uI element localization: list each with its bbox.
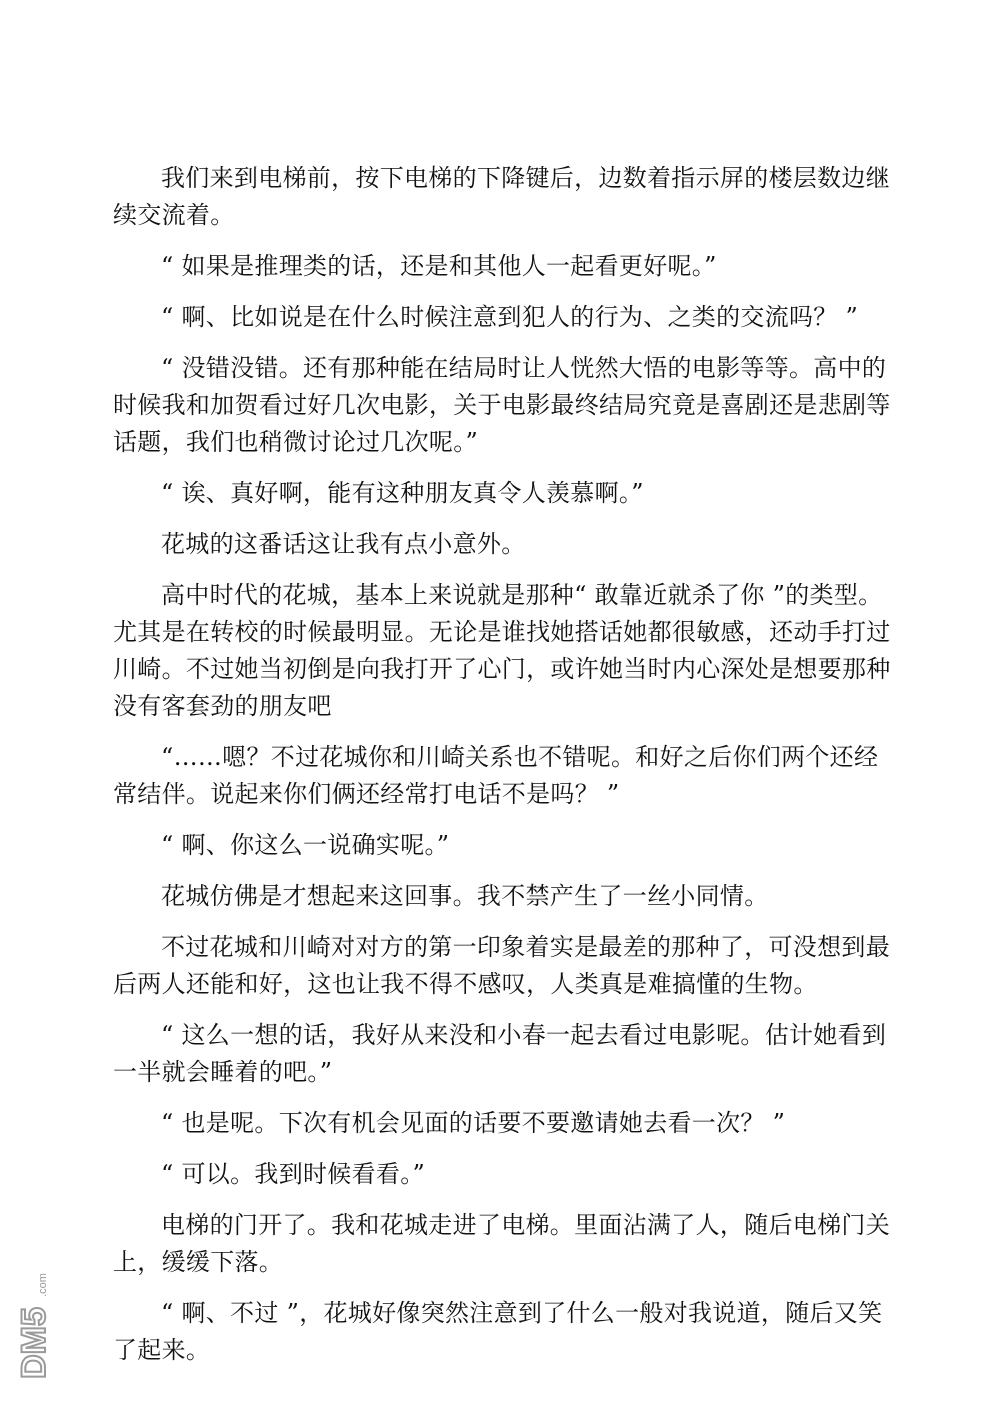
paragraph: 花城的这番话这让我有点小意外。 [161,530,526,558]
paragraph: “……嗯？不过花城你和川崎关系也不错呢。和好之后你们两个还经常结伴。说起来你们俩还经常打电话不是吗？ ” [113,743,879,808]
paragraph: “ 这么一想的话，我好从来没和小春一起去看过电影呢。估计她看到一半就会睡着的吧。” [113,1021,887,1086]
paragraph: 我们来到电梯前，按下电梯的下降键后，边数着指示屏的楼层数边继续交流着。 [113,164,890,229]
paragraph: “ 啊、比如说是在什么时候注意到犯人的行为、之类的交流吗？ ” [161,303,859,331]
svg-text:DM5: DM5 [14,1307,53,1379]
body-text [113,160,893,1383]
paragraph: “ 啊、不过 ”，花城好像突然注意到了什么一般对我说道，随后又笑了起来。 [113,1299,883,1364]
paragraph: “ 诶、真好啊，能有这种朋友真令人羡慕啊。” [161,479,644,507]
paragraph: 花城仿佛是才想起来这回事。我不禁产生了一丝小同情。 [161,882,769,910]
svg-text:.com: .com [37,1273,49,1297]
paragraph: 不过花城和川崎对对方的第一印象着实是最差的那种了，可没想到最后两人还能和好，这也让我不得不感叹，人类真是难搞懂的生物。 [113,933,890,998]
paragraph: “ 也是呢。下次有机会见面的话要不要邀请她去看一次？ ” [161,1109,786,1137]
dm5-logo-icon [14,1268,58,1418]
paragraph: “ 啊、你这么一说确实呢。” [161,831,450,859]
paragraph: “ 如果是推理类的话，还是和其他人一起看更好呢。” [161,252,717,280]
paragraph: “ 没错没错。还有那种能在结局时让人恍然大悟的电影等等。高中的时候我和加贺看过好几次电影，关于电影最终结局究竟是喜剧还是悲剧等话题，我们也稍微讨论过几次呢。” [113,354,891,456]
paragraph: “ 可以。我到时候看看。” [161,1160,426,1188]
paragraph: 高中时代的花城，基本上来说就是那种“ 敢靠近就杀了你 ”的类型。尤其是在转校的时候最明显。无论是谁找她搭话她都很敏感，还动手打过川崎。不过她当初倒是向我打开了心门，或许她当时内心深处是想要那种没有客套劲的朋友吧 [113,581,891,720]
paragraph: 电梯的门开了。我和花城走进了电梯。里面沾满了人，随后电梯门关上，缓缓下落。 [113,1211,890,1276]
